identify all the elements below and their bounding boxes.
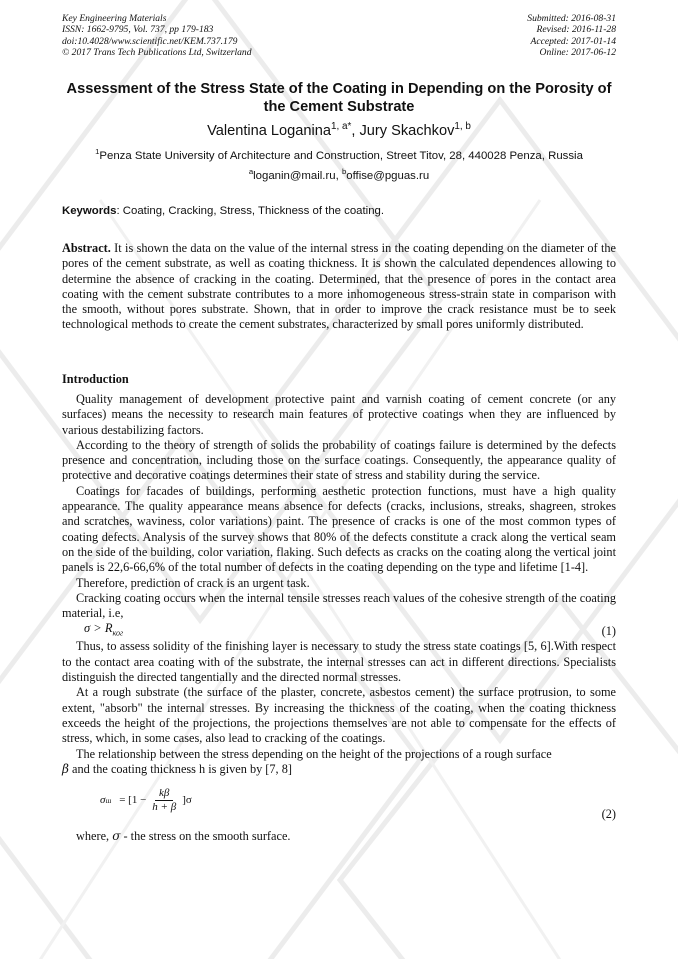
author-name: Jury Skachkov (359, 123, 455, 139)
equation-2-formula: σ ш = [1 − $\frac{k\beta}{h + \beta}$ ]σ (100, 787, 192, 814)
publication-dates (527, 13, 616, 59)
equation-1 (62, 621, 616, 639)
equation-2-fraction (148, 787, 180, 814)
paper-title: Assessment of the Stress State of the Coating in Depending on the Porosity of the Cement Substrate (66, 81, 612, 115)
abstract-text: It is shown the data on the value of the internal stress in the coating depending on the diameter of the pores of the cement substrate, as well as coating thickness. It is shown the calculated dependences allowing to determine the absence of cracking in the coating. Determined, that the presence of pores in the contact area coating with the cement substrate contributes to a more inhomogeneous stress-strain state in comparison with the smooth, without pores substrate. Shown, that in order to improve the crack resistance must be to seek technological methods to create the cement substrates, characterized by small pores uniformly distributed. (62, 241, 616, 332)
journal-issn: ISSN: 1662-9795, Vol. 737, pp 179-183 (62, 24, 214, 36)
paragraph: At a rough substrate (the surface of the plaster, concrete, asbestos cement) the surface protrusion, to some extent, "absorb" the internal stresses. By increasing the thickness of the coating, when the coating thickness exceeds the height of the projections, the projections themselves are not able to compensate for the effects of stress, which, in some cases, also lead to cracking of the coatings. (62, 685, 616, 746)
journal-doi: doi:10.4028/www.scientific.net/KEM.737.179 (62, 35, 238, 47)
date-revised: Revised: 2016-11-28 (536, 24, 616, 36)
keywords-text: : Coating, Cracking, Stress, Thickness of the coating. (116, 205, 385, 217)
paragraph: Quality management of development protective paint and varnish coating of cement concrete (or any surfaces) means the necessity to research main features of protective coatings when they are influenced by various destabilizing factors. (62, 392, 616, 437)
fraction-denominator: h + β (152, 801, 177, 814)
paragraph: Coatings for facades of buildings, performing aesthetic protection functions, must have a high quality appearance. The quality appearance means absence for defects (cracks, inclusions, streaks, shagreen, strokes and scratches, waviness, color variations) paint. The presence of cracks is one of the most common types of coating defects. Analysis of the survey shows that 80% of the defects constitute a crack along the vertical seam on the side of the building, color variation, flaking. Such defects as cracks on the coating along the vertical joint panels is 22,6-66,6% of the total number of defects in the coating depending on the type and lifetime [1-4]. (62, 483, 616, 575)
affiliation (40, 149, 638, 163)
journal-copyright: © 2017 Trans Tech Publications Ltd, Switzerland (62, 47, 252, 59)
email-link[interactable]: offise@pguas.ru (346, 170, 430, 182)
email-mark: a (248, 167, 254, 177)
author-separator: , (351, 123, 360, 139)
introduction-body (62, 392, 616, 844)
equation-1-lhs: σ > R (84, 621, 113, 636)
paragraph: According to the theory of strength of solids the probability of coatings failure is determined by the defects presence and concentration, including those on the surface coatings. Consequently, the appearance quality of protective and decorative coatings determines their state of stress and stability during the service. (62, 437, 616, 483)
author-emails (62, 169, 616, 183)
beta-symbol: β (62, 761, 69, 776)
abstract-label: Abstract. (62, 241, 111, 255)
author-list (62, 122, 616, 140)
paragraph-text: where, (76, 829, 113, 844)
sigma-symbol: σ (112, 829, 121, 844)
paragraph (62, 747, 616, 778)
equation-1-subscript: ког (112, 628, 124, 638)
equation-1-formula (84, 621, 123, 641)
email-mark: b (341, 167, 347, 177)
journal-name: Key Engineering Materials (62, 13, 167, 24)
paragraph-where (62, 829, 616, 844)
keywords (62, 204, 616, 218)
date-online: Online: 2017-06-12 (539, 47, 616, 59)
author-name: Valentina Loganina (207, 123, 331, 139)
paragraph: Cracking coating occurs when the internal tensile stresses reach values of the cohesive strength of the coating material, i.e, (62, 590, 616, 621)
date-accepted: Accepted: 2017-01-14 (530, 35, 616, 47)
equation-2-number: (2) (601, 807, 616, 822)
email-link[interactable]: loganin@mail.ru, (253, 170, 342, 182)
fraction-numerator: kβ (155, 787, 173, 801)
keywords-label: Keywords (62, 205, 117, 217)
affiliation-text: Penza State University of Architecture and Construction, Street Titov, 28, 440028 Penza, Russia (99, 150, 583, 162)
equation-1-number: (1) (601, 624, 616, 639)
paragraph: Thus, to assess solidity of the finishing layer is necessary to study the stress state coatings [5, 6].With respect to the contact area coating with of the substrate, the internal stresses can act in different directions. Specialists distinguish the directed tangentially and the directed normal stresses. (62, 639, 616, 685)
equation-2-rhs: ]σ (182, 793, 192, 806)
equation-2 (62, 779, 616, 829)
paragraph-text: The relationship between the stress depending on the height of the projections of a rough surface (76, 746, 552, 761)
author-affil-mark: 1, b (454, 121, 471, 133)
equation-2-equals: = [1 − (119, 793, 147, 806)
date-submitted: Submitted: 2016-08-31 (527, 13, 616, 24)
journal-info (62, 13, 252, 59)
equation-2-lhs: σ (100, 793, 106, 806)
paragraph-text: and the coating thickness h is given by [7, 8] (68, 761, 292, 776)
section-heading-introduction: Introduction (62, 372, 129, 386)
paragraph-text: - the stress on the smooth surface. (120, 829, 291, 844)
affiliation-mark: 1 (95, 147, 100, 157)
abstract (62, 241, 616, 333)
author-affil-mark: 1, a* (330, 121, 352, 133)
paragraph: Therefore, prediction of crack is an urgent task. (76, 575, 310, 590)
